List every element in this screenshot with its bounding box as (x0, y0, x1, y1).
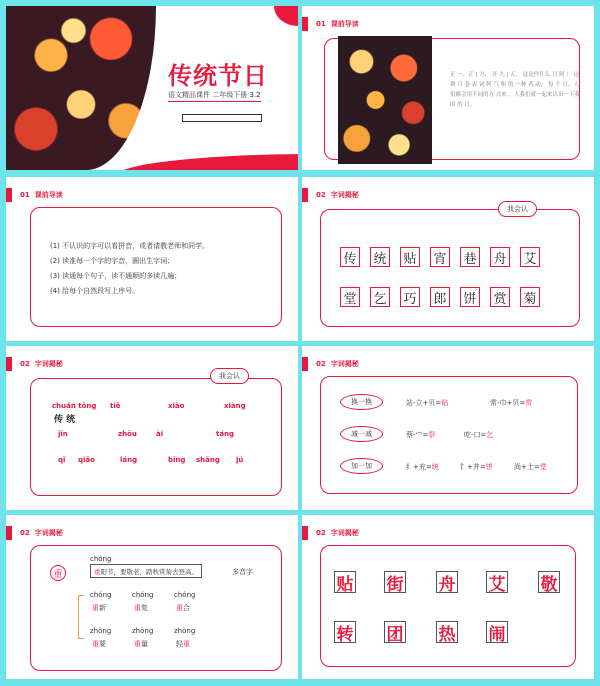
write-char-box: 转 (334, 621, 356, 643)
example-sentence: 重 阳节，要敬老，踏秋赏菊去登高。 (90, 564, 202, 578)
char-box: 宵 (430, 247, 450, 267)
intro-text: 正 一、正 | 方、 齐 九 | 五、 这是件什么 日 阿 ！ 这舞 月 卷 表 词 阿 气 积 的 一种 者 动， 每 个 日，人们都会用不同的方 式来 。人我们就一起来认识一下我 国 的 日。 (450, 72, 580, 108)
cover-title: 传统节日 (168, 62, 268, 90)
method-add: 加一加 (340, 458, 383, 474)
section-tag (6, 188, 63, 202)
write-char-box: 敬 (538, 571, 560, 593)
pinyin: xiāo (168, 402, 185, 410)
content-frame (320, 545, 576, 667)
steps-list (50, 239, 209, 299)
target-char: 重 (50, 565, 66, 581)
pinyin: táng (216, 430, 235, 438)
method-subtract: 减一减 (340, 426, 383, 442)
slide-cover[interactable] (6, 6, 298, 170)
equation: 尚+土=堂 (514, 463, 547, 471)
pinyin: qǐ (58, 456, 66, 464)
pinyin: bǐng (168, 456, 186, 464)
section-number: 01 (20, 191, 30, 199)
slide-reading-steps[interactable] (6, 177, 298, 341)
char-box: 贴 (400, 247, 420, 267)
write-char-box: 艾 (486, 571, 508, 593)
equation: 纟+充=统 (406, 463, 439, 471)
char-box: 乞 (370, 287, 390, 307)
equation: 饣+并=饼 (460, 463, 493, 471)
char-box: 菊 (520, 287, 540, 307)
write-char-box: 舟 (436, 571, 458, 593)
tag-bar (6, 357, 12, 371)
lantern-photo (338, 36, 432, 164)
polyphonic-label: 多音字 (232, 568, 253, 576)
tag-bar (302, 526, 308, 540)
section-title: 字词揭秘 (34, 529, 63, 537)
slide-writing[interactable] (302, 515, 594, 679)
char-box: 巧 (400, 287, 420, 307)
char-box: 舟 (490, 247, 510, 267)
slide-methods[interactable] (302, 346, 594, 510)
word: 重要 (92, 640, 106, 648)
pinyin: jú (236, 456, 244, 464)
pinyin: xiàng (224, 402, 246, 410)
section-number: 01 (316, 20, 326, 28)
tag-bar (302, 357, 308, 371)
step-item: (1) 不认识的字可以看拼音，或者请教老师和同学。 (50, 242, 210, 250)
char-box: 统 (370, 247, 390, 267)
method-swap: 换一换 (340, 394, 383, 410)
slide-pinyin[interactable] (6, 346, 298, 510)
write-char-box: 贴 (334, 571, 356, 593)
section-tag (6, 526, 63, 540)
slide-polyphonic[interactable] (6, 515, 298, 679)
char-box: 赏 (490, 287, 510, 307)
word: 重复 (134, 604, 148, 612)
pinyin: ài (156, 430, 164, 438)
step-item: (4) 给每个自然段写上序号。 (50, 287, 140, 295)
equation: 吃-口=乞 (464, 431, 494, 439)
write-char-box: 热 (436, 621, 458, 643)
word: 轻重 (176, 640, 190, 648)
char-box: 郎 (430, 287, 450, 307)
write-char-box: 团 (384, 621, 406, 643)
pinyin: jīn (58, 430, 68, 438)
recognize-bubble: 我会认 (210, 368, 249, 384)
write-char-box: 闹 (486, 621, 508, 643)
pinyin: zhòng (174, 627, 196, 635)
section-number: 02 (20, 360, 30, 368)
step-item: (3) 读通每个句子，读不通顺的多读几遍； (50, 272, 182, 280)
pinyin-top: chóng (90, 555, 112, 563)
pinyin: chóng (174, 591, 196, 599)
section-title: 字词揭秘 (330, 191, 359, 199)
tag-bar (302, 188, 308, 202)
pinyin: zhòng (132, 627, 154, 635)
char-row-2 (340, 287, 580, 319)
tag-bar (302, 17, 308, 31)
char-box: 巷 (460, 247, 480, 267)
section-number: 02 (316, 360, 326, 368)
section-tag (302, 526, 359, 540)
recognize-bubble: 我会认 (498, 201, 537, 217)
section-number: 02 (20, 529, 30, 537)
lantern-photo (6, 6, 156, 170)
section-number: 02 (316, 191, 326, 199)
section-tag (302, 188, 359, 202)
equation: 蔡-宀=祭 (406, 431, 436, 439)
char-box: 传 (340, 247, 360, 267)
equation: 站-立+贝=贴 (406, 399, 449, 407)
section-tag (6, 357, 63, 371)
pinyin: shǎng (196, 456, 220, 464)
section-tag (302, 17, 359, 31)
decor-box (182, 114, 262, 122)
cover-subtitle: 语文精品课件 二年级下册 3.2 (168, 90, 261, 102)
char-box: 堂 (340, 287, 360, 307)
step-item: (2) 读准每一个字的字音，圈出生字词； (50, 257, 175, 265)
decor-shape (274, 6, 298, 26)
write-char-box: 街 (384, 571, 406, 593)
section-number: 02 (316, 529, 326, 537)
section-title: 字词揭秘 (330, 529, 359, 537)
section-title: 字词揭秘 (330, 360, 359, 368)
hanzi-answer: 传 统 (54, 415, 76, 425)
pinyin: chuán tǒng (52, 402, 97, 410)
section-title: 字词揭秘 (34, 360, 63, 368)
section-title: 课前导读 (330, 20, 359, 28)
word: 重新 (92, 604, 106, 612)
pinyin: chóng (132, 591, 154, 599)
slide-intro[interactable] (302, 6, 594, 170)
equation: 常-巾+贝=赏 (490, 399, 533, 407)
word: 重合 (176, 604, 190, 612)
tag-bar (6, 188, 12, 202)
section-tag (302, 357, 359, 371)
group-brace (78, 595, 84, 639)
char-box: 饼 (460, 287, 480, 307)
decor-shape (116, 154, 298, 170)
char-box: 艾 (520, 247, 540, 267)
word: 重量 (134, 640, 148, 648)
pinyin: zhòng (90, 627, 112, 635)
pinyin: qiǎo (78, 456, 95, 464)
char-row-1 (340, 247, 580, 279)
pinyin: tiē (110, 402, 121, 410)
pinyin: zhōu (118, 430, 137, 438)
section-title: 课前导读 (34, 191, 63, 199)
pinyin: láng (120, 456, 138, 464)
tag-bar (6, 526, 12, 540)
slide-characters[interactable] (302, 177, 594, 341)
pinyin: chóng (90, 591, 112, 599)
